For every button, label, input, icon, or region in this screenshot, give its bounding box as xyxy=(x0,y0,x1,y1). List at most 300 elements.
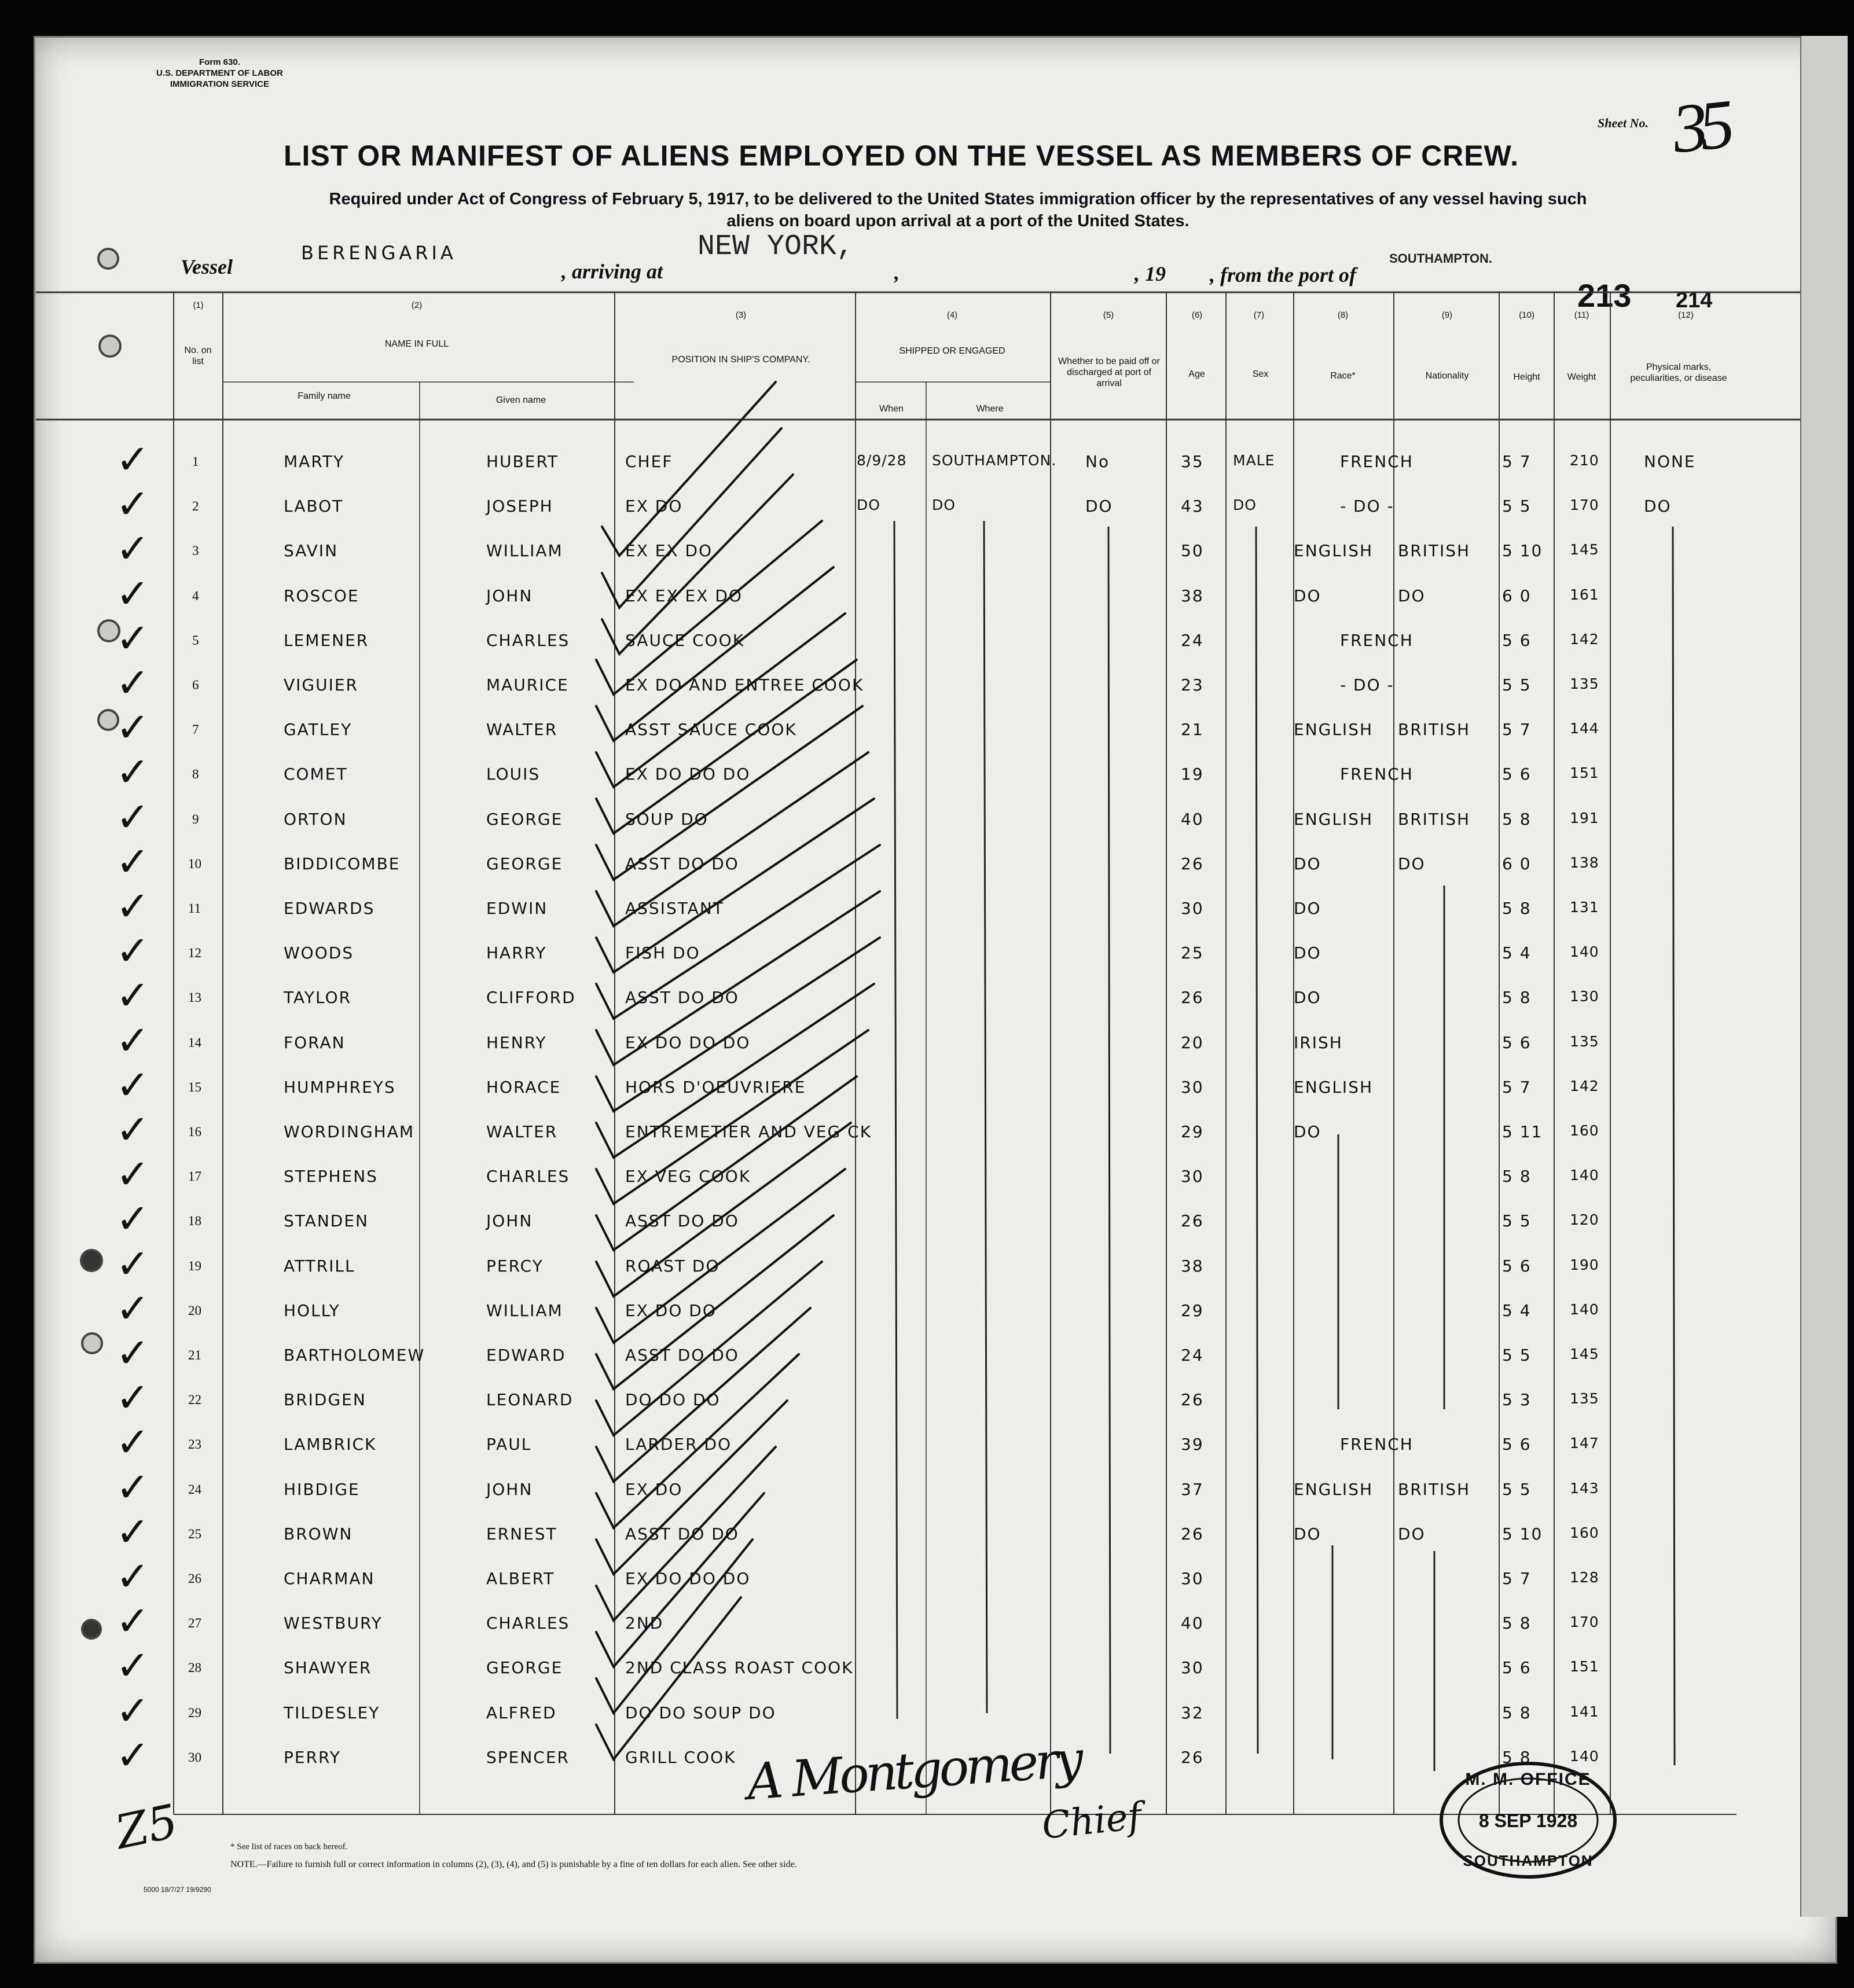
cell-height: 5 5 xyxy=(1502,497,1532,516)
cell-paid: No xyxy=(1085,452,1110,471)
cell-weight: 140 xyxy=(1570,943,1599,961)
cell-weight: 191 xyxy=(1570,809,1599,826)
cell-family: ORTON xyxy=(284,809,347,829)
cell-weight: 142 xyxy=(1570,1077,1599,1094)
cell-position: GRILL COOK xyxy=(625,1747,736,1767)
cell-no: 10 xyxy=(188,856,201,871)
cell-position: EX EX EX DO xyxy=(625,586,743,605)
cell-family: SHAWYER xyxy=(284,1658,372,1678)
cell-age: 20 xyxy=(1181,1032,1204,1052)
cell-weight: 151 xyxy=(1570,765,1599,782)
cell-where: DO xyxy=(932,497,956,514)
cell-weight: 145 xyxy=(1570,1346,1599,1362)
cell-height: 5 5 xyxy=(1502,1346,1532,1365)
cell-weight: 140 xyxy=(1570,1300,1599,1318)
col-2-header: NAME IN FULL xyxy=(384,339,449,349)
cell-race: DO xyxy=(1294,943,1321,963)
cell-weight: 170 xyxy=(1570,1614,1599,1631)
check-mark-icon: ✓ xyxy=(116,614,150,662)
table-row xyxy=(0,927,1854,984)
cell-weight: 161 xyxy=(1570,586,1599,603)
cell-age: 25 xyxy=(1181,943,1204,963)
col-2a-header: Family name xyxy=(298,391,351,401)
form-number: Form 630. xyxy=(199,57,240,67)
cell-age: 26 xyxy=(1181,1211,1204,1231)
cell-nationality: BRITISH xyxy=(1398,541,1471,561)
form-service: IMMIGRATION SERVICE xyxy=(170,79,269,89)
cell-position: ASST DO DO xyxy=(625,1524,739,1544)
cell-given: ALBERT xyxy=(486,1569,555,1588)
arriving-port: NEW YORK, xyxy=(697,230,854,263)
cell-given: LOUIS xyxy=(486,765,541,784)
check-mark-icon: ✓ xyxy=(116,1195,150,1243)
cell-height: 5 7 xyxy=(1502,452,1532,471)
cell-no: 6 xyxy=(192,678,199,692)
cell-no: 18 xyxy=(188,1214,201,1229)
cell-position: EX DO AND ENTREE COOK xyxy=(625,675,864,694)
col-8-number: (8) xyxy=(1337,310,1349,320)
cell-given: PERCY xyxy=(486,1256,544,1276)
table-row xyxy=(0,704,1854,761)
cell-weight: 170 xyxy=(1570,497,1599,514)
cell-weight: 130 xyxy=(1570,988,1599,1005)
cell-age: 26 xyxy=(1181,988,1204,1008)
cell-weight: 190 xyxy=(1570,1256,1599,1273)
cell-family: WESTBURY xyxy=(284,1614,383,1633)
stamp-office: M. M. OFFICE xyxy=(1465,1770,1591,1789)
cell-race: DO xyxy=(1294,988,1321,1008)
cell-nationality: DO xyxy=(1398,586,1426,605)
table-row xyxy=(0,1106,1854,1163)
table-row xyxy=(0,972,1854,1029)
cell-no: 30 xyxy=(188,1750,201,1765)
cell-age: 43 xyxy=(1181,497,1204,516)
check-mark-icon: ✓ xyxy=(116,480,150,528)
col-4-header: SHIPPED OR ENGAGED xyxy=(899,346,1005,356)
cell-weight: 131 xyxy=(1570,899,1599,916)
cell-sex: MALE xyxy=(1233,452,1275,469)
cell-position: CHEF xyxy=(625,452,673,471)
cell-weight: 120 xyxy=(1570,1211,1599,1229)
check-mark-icon: ✓ xyxy=(116,1016,150,1064)
cell-family: BROWN xyxy=(284,1524,353,1544)
cell-given: PAUL xyxy=(486,1435,532,1454)
cell-given: CHARLES xyxy=(486,1614,570,1633)
stamp-place: SOUTHAMPTON xyxy=(1463,1852,1594,1869)
from-port-label: , from the port of xyxy=(1210,263,1357,286)
cell-given: WALTER xyxy=(486,720,558,740)
cell-paid: DO xyxy=(1085,497,1113,516)
col-7-number: (7) xyxy=(1253,310,1265,320)
cell-nationality: DO xyxy=(1398,854,1426,873)
cell-age: 30 xyxy=(1181,1658,1204,1678)
cell-no: 2 xyxy=(192,499,199,514)
cell-no: 1 xyxy=(192,454,199,469)
table-row xyxy=(0,1419,1854,1476)
cell-height: 5 3 xyxy=(1502,1390,1532,1410)
master-signature: A Montgomery xyxy=(745,1730,1082,1811)
table-row xyxy=(0,659,1854,716)
cell-height: 5 8 xyxy=(1502,1703,1532,1722)
check-mark-icon: ✓ xyxy=(116,1106,150,1153)
table-row xyxy=(0,1553,1854,1610)
cell-family: BRIDGEN xyxy=(284,1390,366,1410)
cell-where: SOUTHAMPTON. xyxy=(932,452,1057,469)
punch-hole xyxy=(97,248,119,270)
cell-weight: 144 xyxy=(1570,720,1599,737)
cell-race: ENGLISH xyxy=(1294,541,1374,561)
col-4b-header: Where xyxy=(976,404,1004,414)
cell-family: TAYLOR xyxy=(284,988,352,1008)
cell-weight: 140 xyxy=(1570,1167,1599,1184)
form-department: U.S. DEPARTMENT OF LABOR xyxy=(156,68,283,78)
check-mark-icon: ✓ xyxy=(116,1151,150,1199)
cell-age: 26 xyxy=(1181,1747,1204,1767)
cell-position: 2ND CLASS ROAST COOK xyxy=(625,1658,854,1678)
mm-office-stamp xyxy=(1436,1759,1621,1881)
cell-no: 13 xyxy=(188,990,201,1005)
cell-weight: 141 xyxy=(1570,1703,1599,1720)
cell-height: 6 0 xyxy=(1502,586,1532,605)
check-mark-icon: ✓ xyxy=(116,1374,150,1422)
cell-height: 5 11 xyxy=(1502,1122,1543,1141)
col-1-number: (1) xyxy=(193,300,204,310)
check-mark-icon: ✓ xyxy=(116,436,150,483)
from-port: SOUTHAMPTON. xyxy=(1389,251,1493,266)
cell-height: 5 4 xyxy=(1502,1300,1532,1320)
cell-height: 5 5 xyxy=(1502,1479,1532,1499)
cell-height: 5 6 xyxy=(1502,1658,1532,1678)
cell-race: ENGLISH xyxy=(1294,809,1374,829)
cell-age: 23 xyxy=(1181,675,1204,694)
cell-weight: 128 xyxy=(1570,1569,1599,1586)
cell-race: DO xyxy=(1294,854,1321,873)
cell-given: ALFRED xyxy=(486,1703,557,1722)
check-mark-icon: ✓ xyxy=(116,1731,150,1779)
cell-marks: DO xyxy=(1644,497,1672,516)
arriving-label: , arriving at xyxy=(561,260,663,283)
cell-age: 29 xyxy=(1181,1122,1204,1141)
cell-given: LEONARD xyxy=(486,1390,574,1410)
cell-age: 19 xyxy=(1181,765,1204,784)
cell-family: BARTHOLOMEW xyxy=(284,1346,425,1365)
col-1-header: No. on list xyxy=(184,346,212,366)
cell-no: 4 xyxy=(192,588,199,603)
cell-nationality: BRITISH xyxy=(1398,720,1471,740)
col-2-number: (2) xyxy=(411,300,423,310)
col-3-header: POSITION IN SHIP'S COMPANY. xyxy=(671,355,810,365)
cell-weight: 135 xyxy=(1570,675,1599,692)
table-row xyxy=(0,1463,1854,1521)
col-12-number: (12) xyxy=(1678,310,1694,320)
cell-weight: 145 xyxy=(1570,541,1599,558)
cell-age: 29 xyxy=(1181,1300,1204,1320)
cell-position: ASST DO DO xyxy=(625,854,739,873)
cell-age: 24 xyxy=(1181,1346,1204,1365)
cell-weight: 142 xyxy=(1570,630,1599,648)
struck-number: 213 xyxy=(1577,277,1632,314)
cell-age: 24 xyxy=(1181,630,1204,650)
cell-no: 28 xyxy=(188,1660,201,1675)
cell-age: 35 xyxy=(1181,452,1204,471)
cell-position: DO DO DO xyxy=(625,1390,721,1410)
col-6-number: (6) xyxy=(1191,310,1203,320)
cell-height: 5 7 xyxy=(1502,720,1532,740)
check-mark-icon: ✓ xyxy=(116,569,150,618)
check-mark-icon: ✓ xyxy=(116,837,150,885)
cell-family: TILDESLEY xyxy=(284,1703,380,1722)
cell-family: PERRY xyxy=(284,1747,341,1767)
cell-position: EX VEG COOK xyxy=(625,1167,751,1186)
cell-height: 5 4 xyxy=(1502,943,1532,963)
cell-family: EDWARDS xyxy=(284,899,375,918)
cell-nationality: BRITISH xyxy=(1398,1479,1471,1499)
cell-weight: 135 xyxy=(1570,1390,1599,1408)
col-12-header: Physical marks, peculiarities, or disease xyxy=(1630,362,1727,383)
col-8-header: Race* xyxy=(1330,371,1356,381)
cell-family: ROSCOE xyxy=(284,586,359,605)
cell-when: 8/9/28 xyxy=(857,452,907,469)
cell-age: 26 xyxy=(1181,1524,1204,1544)
cell-race: DO xyxy=(1294,1524,1321,1544)
cell-race: ENGLISH xyxy=(1294,1077,1374,1097)
cell-no: 12 xyxy=(188,946,201,961)
cell-no: 7 xyxy=(192,722,199,737)
cell-given: EDWIN xyxy=(486,899,548,918)
table-row xyxy=(0,748,1854,806)
cell-weight: 138 xyxy=(1570,854,1599,871)
col-7-header: Sex xyxy=(1252,369,1269,379)
cell-age: 32 xyxy=(1181,1703,1204,1722)
table-row xyxy=(0,1597,1854,1655)
cell-weight: 135 xyxy=(1570,1032,1599,1050)
check-mark-icon: ✓ xyxy=(116,1240,150,1288)
subtitle-line-2: aliens on board upon arrival at a port of the United States. xyxy=(726,212,1190,230)
cell-position: EX EX DO xyxy=(625,541,713,561)
cell-no: 29 xyxy=(188,1705,201,1720)
cell-position: ROAST DO xyxy=(625,1256,720,1276)
cell-position: SOUP DO xyxy=(625,809,708,829)
table-row xyxy=(0,1686,1854,1744)
form-header xyxy=(156,57,283,90)
corner-initials: Z5 xyxy=(111,1794,182,1860)
table-row xyxy=(0,1240,1854,1298)
cell-given: MAURICE xyxy=(486,675,569,694)
check-mark-icon: ✓ xyxy=(116,1061,150,1109)
cell-family: COMET xyxy=(284,765,348,784)
cell-position: EX DO DO xyxy=(625,1300,717,1320)
cell-age: 21 xyxy=(1181,720,1204,740)
cell-family: LAMBRICK xyxy=(284,1435,377,1454)
cell-family: STEPHENS xyxy=(284,1167,378,1186)
page-subtitle xyxy=(168,188,1748,232)
cell-age: 39 xyxy=(1181,1435,1204,1454)
table-row xyxy=(0,793,1854,851)
col-9-number: (9) xyxy=(1441,310,1453,320)
table-row xyxy=(0,837,1854,895)
cell-family: BIDDICOMBE xyxy=(284,854,401,873)
cell-position: EX DO DO DO xyxy=(625,765,751,784)
cell-no: 15 xyxy=(188,1079,201,1094)
cell-family: ATTRILL xyxy=(284,1256,355,1276)
cell-no: 21 xyxy=(188,1348,201,1362)
cell-position: EX DO DO DO xyxy=(625,1569,751,1588)
cell-no: 9 xyxy=(192,811,199,826)
check-mark-icon: ✓ xyxy=(116,1329,150,1377)
cell-given: GEORGE xyxy=(486,809,563,829)
cell-no: 14 xyxy=(188,1035,201,1050)
check-mark-icon: ✓ xyxy=(116,1642,150,1690)
cell-given: CHARLES xyxy=(486,630,570,650)
cell-height: 5 6 xyxy=(1502,765,1532,784)
col-10-number: (10) xyxy=(1519,310,1534,320)
col-4-number: (4) xyxy=(946,310,958,320)
cell-position: ASST DO DO xyxy=(625,1346,739,1365)
cell-given: HENRY xyxy=(486,1032,547,1052)
cell-given: GEORGE xyxy=(486,854,563,873)
cell-sex: DO xyxy=(1233,497,1257,514)
cell-age: 26 xyxy=(1181,854,1204,873)
check-mark-icon: ✓ xyxy=(116,1463,150,1511)
cell-age: 30 xyxy=(1181,1077,1204,1097)
cell-position: ENTREMETIER AND VEG CK xyxy=(625,1122,872,1141)
cell-family: WOODS xyxy=(284,943,354,963)
col-2b-header: Given name xyxy=(495,395,546,405)
col-5-header: Whether to be paid off or discharged at port of arrival xyxy=(1058,357,1160,388)
check-mark-icon: ✓ xyxy=(116,704,150,752)
cell-age: 38 xyxy=(1181,1256,1204,1276)
cell-race: ENGLISH xyxy=(1294,1479,1374,1499)
cell-weight: 140 xyxy=(1570,1747,1599,1765)
cell-height: 5 8 xyxy=(1502,1614,1532,1633)
cell-no: 17 xyxy=(188,1169,201,1184)
footnote-races: * See list of races on back hereof. xyxy=(230,1842,348,1851)
cell-given: HARRY xyxy=(486,943,547,963)
cell-age: 30 xyxy=(1181,1167,1204,1186)
cell-given: JOSEPH xyxy=(486,497,553,516)
col-6-header: Age xyxy=(1188,369,1205,379)
cell-height: 5 10 xyxy=(1502,541,1543,561)
table-row xyxy=(0,436,1854,493)
cell-position: EX DO DO DO xyxy=(625,1032,751,1052)
cell-age: 38 xyxy=(1181,586,1204,605)
cell-height: 6 0 xyxy=(1502,854,1532,873)
cell-race: FRENCH xyxy=(1340,1435,1414,1454)
cell-height: 5 8 xyxy=(1502,1747,1532,1767)
cell-family: HUMPHREYS xyxy=(284,1077,396,1097)
cell-given: WILLIAM xyxy=(486,1300,563,1320)
table-row xyxy=(0,1151,1854,1208)
cell-weight: 160 xyxy=(1570,1122,1599,1139)
check-mark-icon: ✓ xyxy=(116,1284,150,1332)
col-11-number: (11) xyxy=(1574,310,1589,320)
cell-given: GEORGE xyxy=(486,1658,563,1678)
cell-family: HIBDIGE xyxy=(284,1479,360,1499)
cell-no: 23 xyxy=(188,1437,201,1452)
col-11-header: Weight xyxy=(1567,372,1596,382)
page-title: LIST OR MANIFEST OF ALIENS EMPLOYED ON THE VESSEL AS MEMBERS OF CREW. xyxy=(284,139,1519,172)
cell-age: 37 xyxy=(1181,1479,1204,1499)
cell-weight: 160 xyxy=(1570,1524,1599,1541)
cell-family: VIGUIER xyxy=(284,675,359,694)
cell-height: 5 8 xyxy=(1502,1167,1532,1186)
cell-given: WILLIAM xyxy=(486,541,563,561)
table-row xyxy=(0,480,1854,538)
cell-given: JOHN xyxy=(486,1479,533,1499)
check-mark-icon: ✓ xyxy=(116,1508,150,1556)
cell-age: 30 xyxy=(1181,899,1204,918)
check-mark-icon: ✓ xyxy=(116,748,150,796)
cell-age: 40 xyxy=(1181,1614,1204,1633)
cell-position: ASST DO DO xyxy=(625,988,739,1008)
col-3-number: (3) xyxy=(735,310,747,320)
cell-position: ASSISTANT xyxy=(625,899,724,918)
stamp-date: 8 SEP 1928 xyxy=(1478,1810,1578,1831)
cell-family: LEMENER xyxy=(284,630,369,650)
cell-when: DO xyxy=(857,497,880,514)
footnote-penalty: NOTE.—Failure to furnish full or correct information in columns (2), (3), (4), and (5) is punishable by a fine of ten dollars for each alien. See other side. xyxy=(230,1860,797,1869)
cell-marks: NONE xyxy=(1644,452,1696,471)
cell-age: 26 xyxy=(1181,1390,1204,1410)
check-mark-icon: ✓ xyxy=(116,659,150,707)
col-9-header: Nationality xyxy=(1425,371,1469,381)
table-row xyxy=(0,883,1854,940)
cell-no: 27 xyxy=(188,1616,201,1631)
subtitle-line-1: Required under Act of Congress of February 5, 1917, to be delivered to the United States immigration officer by the representatives of any vessel having such xyxy=(329,190,1587,208)
table-row xyxy=(0,525,1854,582)
cell-position: ASST DO DO xyxy=(625,1211,739,1231)
cell-no: 3 xyxy=(192,543,199,558)
cell-race: FRENCH xyxy=(1340,765,1414,784)
cell-height: 5 7 xyxy=(1502,1569,1532,1588)
cell-position: HORS D'OEUVRIERE xyxy=(625,1077,806,1097)
date-comma: , xyxy=(894,261,900,284)
table-row xyxy=(0,614,1854,672)
cell-height: 5 7 xyxy=(1502,1077,1532,1097)
cell-race: - DO - xyxy=(1340,497,1394,516)
cell-height: 5 10 xyxy=(1502,1524,1543,1544)
sheet-number-label: Sheet No. xyxy=(1598,116,1649,130)
cell-family: MARTY xyxy=(284,452,344,471)
check-mark-icon: ✓ xyxy=(116,972,150,1020)
check-mark-icon: ✓ xyxy=(116,525,150,573)
cell-family: HOLLY xyxy=(284,1300,340,1320)
table-row xyxy=(0,1195,1854,1252)
vessel-label: Vessel xyxy=(181,255,233,278)
cell-height: 5 8 xyxy=(1502,809,1532,829)
cell-given: JOHN xyxy=(486,1211,533,1231)
cell-family: CHARMAN xyxy=(284,1569,375,1588)
cell-family: GATLEY xyxy=(284,720,353,740)
check-mark-icon: ✓ xyxy=(116,1686,150,1735)
table-row xyxy=(0,1642,1854,1699)
cell-family: WORDINGHAM xyxy=(284,1122,415,1141)
cell-race: DO xyxy=(1294,586,1321,605)
cell-no: 8 xyxy=(192,767,199,782)
col-10-header: Height xyxy=(1513,372,1540,382)
check-mark-icon: ✓ xyxy=(116,1419,150,1467)
col-4a-header: When xyxy=(879,404,904,414)
cell-family: FORAN xyxy=(284,1032,346,1052)
cell-race: FRENCH xyxy=(1340,630,1414,650)
cell-race: DO xyxy=(1294,1122,1321,1141)
col-5-number: (5) xyxy=(1103,310,1114,320)
cell-given: CLIFFORD xyxy=(486,988,576,1008)
cell-given: HUBERT xyxy=(486,452,559,471)
cell-no: 20 xyxy=(188,1303,201,1318)
cell-race: IRISH xyxy=(1294,1032,1343,1052)
punch-hole xyxy=(98,335,122,358)
